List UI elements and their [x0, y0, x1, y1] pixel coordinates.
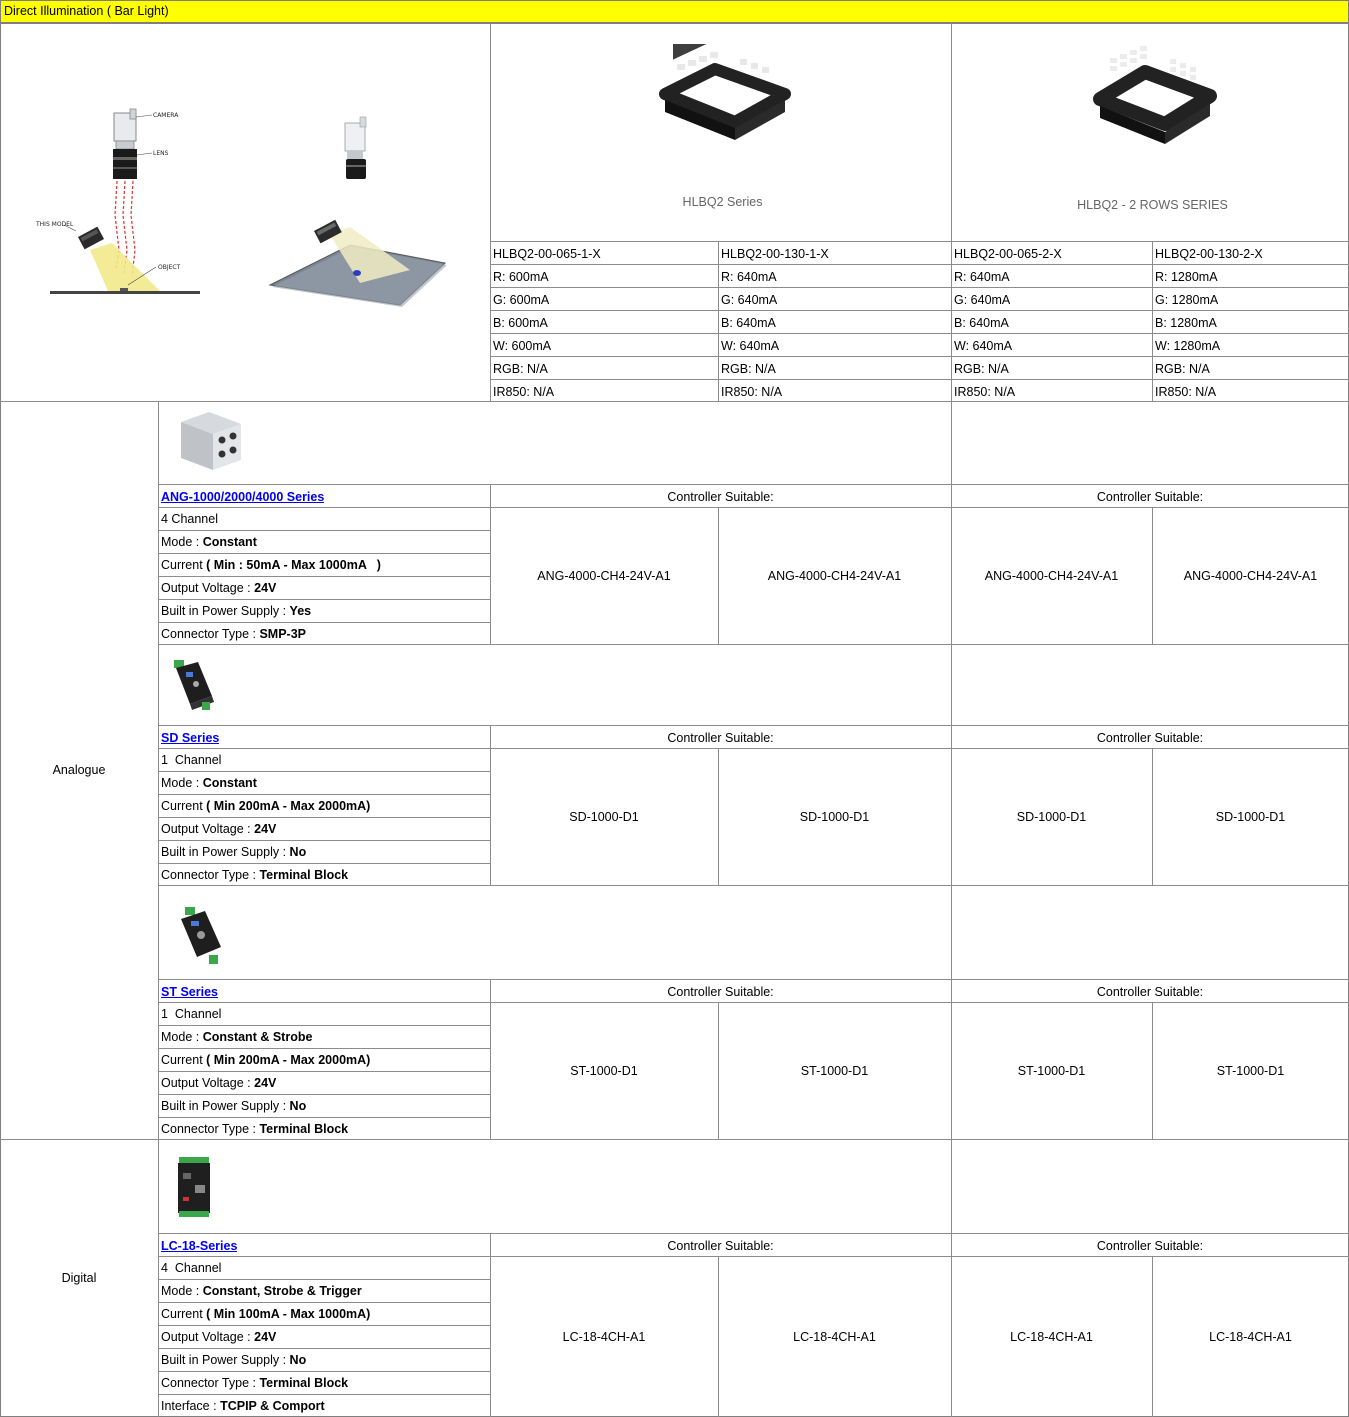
model-spec: RGB: N/A [1155, 362, 1210, 376]
model-name: HLBQ2-00-065-1-X [493, 247, 601, 261]
lc-spec-line: Mode : Constant, Strobe & Trigger [161, 1284, 362, 1298]
sd-series-link-text[interactable]: SD Series [161, 731, 220, 745]
model-name: HLBQ2-00-065-2-X [954, 247, 1062, 261]
hlbq2-series-caption: HLBQ2 Series [682, 195, 763, 209]
suitable-controller: SD-1000-D1 [1215, 810, 1286, 824]
model-spec: R: 1280mA [1155, 270, 1218, 284]
group-label-analogue: Analogue [52, 763, 106, 777]
model-spec: RGB: N/A [493, 362, 548, 376]
sd-spec-line: Connector Type : Terminal Block [161, 868, 349, 882]
controller-suitable-label: Controller Suitable: [667, 985, 774, 999]
ang-controller-image [175, 408, 245, 474]
controller-suitable-label: Controller Suitable: [667, 731, 774, 745]
st-spec-line: Current ( Min 200mA - Max 2000mA) [161, 1053, 371, 1067]
object-label: OBJECT [158, 264, 181, 271]
lc-spec-line: Output Voltage : 24V [161, 1330, 277, 1344]
st-controller-image [175, 905, 227, 967]
ang-spec-line: Current ( Min : 50mA - Max 1000mA ) [161, 558, 381, 572]
st-spec-line: 1 Channel [161, 1007, 222, 1021]
model-spec: W: 600mA [493, 339, 552, 353]
model-spec: IR850: N/A [1155, 385, 1217, 399]
model-spec: R: 600mA [493, 270, 549, 284]
ang-spec-line: Connector Type : SMP-3P [161, 627, 306, 641]
suitable-controller: ANG-4000-CH4-24V-A1 [767, 569, 902, 583]
model-spec: IR850: N/A [954, 385, 1016, 399]
lc-spec-line: Built in Power Supply : No [161, 1353, 307, 1367]
st-spec-line: Output Voltage : 24V [161, 1076, 277, 1090]
sd-spec-line: Built in Power Supply : No [161, 845, 307, 859]
lc-spec-line: 4 Channel [161, 1261, 222, 1275]
model-spec: B: 640mA [954, 316, 1009, 330]
ang-series-link[interactable] [158, 486, 324, 508]
ang-spec-line: Mode : Constant [161, 535, 257, 549]
suitable-controller: ST-1000-D1 [570, 1064, 638, 1078]
model-spec: R: 640mA [721, 270, 777, 284]
suitable-controller: SD-1000-D1 [1016, 810, 1087, 824]
illumination-diagram [20, 95, 460, 315]
suitable-controller: ST-1000-D1 [800, 1064, 869, 1078]
ang-spec-line: Output Voltage : 24V [161, 581, 277, 595]
lc-spec-line: Current ( Min 100mA - Max 1000mA) [161, 1307, 371, 1321]
controller-suitable-label: Controller Suitable: [1096, 490, 1204, 504]
hlbq2-product-image [655, 44, 795, 149]
model-name: HLBQ2-00-130-1-X [721, 247, 829, 261]
lc-series-link-text[interactable]: LC-18-Series [161, 1239, 238, 1253]
sd-spec-line: Current ( Min 200mA - Max 2000mA) [161, 799, 371, 813]
suitable-controller: SD-1000-D1 [799, 810, 870, 824]
model-spec: G: 640mA [954, 293, 1011, 307]
model-spec: B: 640mA [721, 316, 776, 330]
this-model-label: THIS MODEL [36, 221, 74, 228]
model-spec: G: 600mA [493, 293, 550, 307]
lc-spec-line: Connector Type : Terminal Block [161, 1376, 349, 1390]
st-spec-line: Connector Type : Terminal Block [161, 1122, 349, 1136]
controller-suitable-label: Controller Suitable: [667, 490, 774, 504]
model-spec: IR850: N/A [493, 385, 555, 399]
lens-label: LENS [153, 150, 169, 157]
model-spec: W: 640mA [721, 339, 780, 353]
suitable-controller: ANG-4000-CH4-24V-A1 [984, 569, 1119, 583]
model-spec: B: 1280mA [1155, 316, 1217, 330]
suitable-controller: LC-18-4CH-A1 [562, 1330, 646, 1344]
sd-spec-line: Output Voltage : 24V [161, 822, 277, 836]
ang-series-link-text[interactable]: ANG-1000/2000/4000 Series [161, 490, 325, 504]
sheet-title: Direct Illumination ( Bar Light) [0, 0, 1349, 23]
suitable-controller: LC-18-4CH-A1 [793, 1330, 876, 1344]
lc-spec-line: Interface : TCPIP & Comport [161, 1399, 325, 1413]
ang-spec-line: 4 Channel [161, 512, 218, 526]
suitable-controller: LC-18-4CH-A1 [1010, 1330, 1093, 1344]
model-spec: RGB: N/A [721, 362, 776, 376]
model-spec: R: 640mA [954, 270, 1010, 284]
st-series-link[interactable] [158, 981, 218, 1003]
suitable-controller: ST-1000-D1 [1017, 1064, 1086, 1078]
controller-suitable-label: Controller Suitable: [667, 1239, 774, 1253]
model-spec: W: 640mA [954, 339, 1013, 353]
model-spec: G: 640mA [721, 293, 778, 307]
sd-controller-image [168, 656, 218, 714]
st-spec-line: Built in Power Supply : No [161, 1099, 307, 1113]
lc-series-link[interactable] [158, 1235, 237, 1257]
model-name: HLBQ2-00-130-2-X [1155, 247, 1263, 261]
hlbq2-2rows-product-image [1090, 44, 1220, 149]
st-series-link-text[interactable]: ST Series [161, 985, 218, 999]
model-spec: G: 1280mA [1155, 293, 1219, 307]
controller-suitable-label: Controller Suitable: [1096, 1239, 1204, 1253]
ang-spec-line: Built in Power Supply : Yes [161, 604, 312, 618]
model-spec: IR850: N/A [721, 385, 783, 399]
hlbq2-2rows-series-caption: HLBQ2 - 2 ROWS SERIES [1077, 198, 1228, 212]
controller-suitable-label: Controller Suitable: [1096, 731, 1204, 745]
suitable-controller: ANG-4000-CH4-24V-A1 [1183, 569, 1318, 583]
model-spec: B: 600mA [493, 316, 548, 330]
camera-label: CAMERA [153, 112, 179, 119]
sd-series-link[interactable] [158, 727, 219, 749]
controller-suitable-label: Controller Suitable: [1096, 985, 1204, 999]
suitable-controller: ST-1000-D1 [1216, 1064, 1285, 1078]
model-spec: RGB: N/A [954, 362, 1009, 376]
group-label-digital: Digital [61, 1271, 97, 1285]
suitable-controller: LC-18-4CH-A1 [1209, 1330, 1292, 1344]
suitable-controller: ANG-4000-CH4-24V-A1 [537, 569, 671, 583]
sd-spec-line: 1 Channel [161, 753, 222, 767]
model-spec: W: 1280mA [1155, 339, 1221, 353]
sd-spec-line: Mode : Constant [161, 776, 257, 790]
lc-controller-image [175, 1153, 215, 1219]
st-spec-line: Mode : Constant & Strobe [161, 1030, 313, 1044]
suitable-controller: SD-1000-D1 [569, 810, 639, 824]
